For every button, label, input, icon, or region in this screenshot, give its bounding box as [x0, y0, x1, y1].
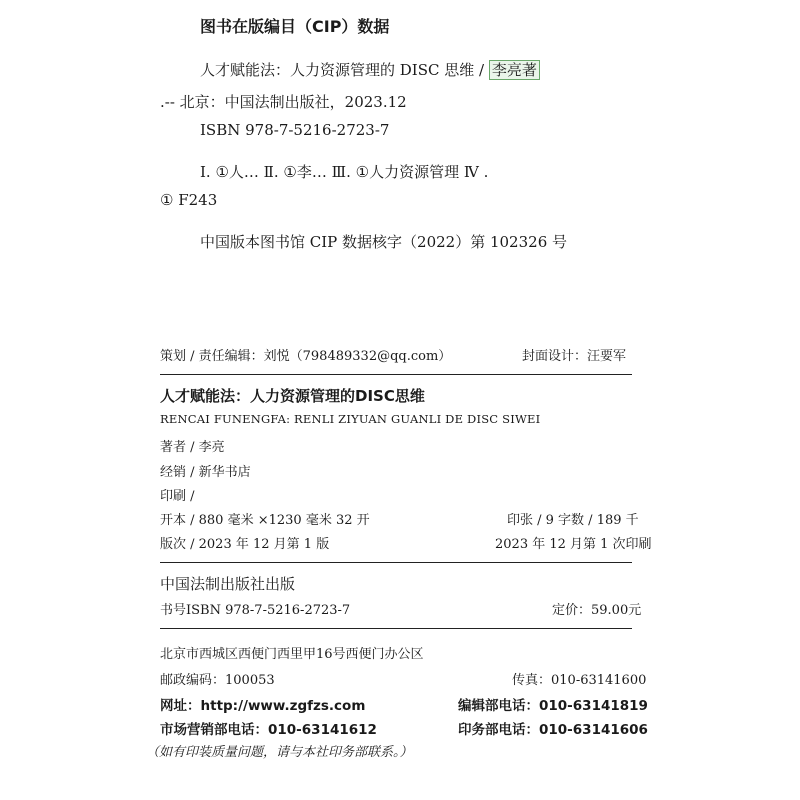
book-printer: 印刷 / — [160, 489, 195, 504]
cip-publisher-line: .-- 北京：中国法制出版社，2023.12 — [160, 93, 407, 111]
book-pinyin-title: RENCAI FUNENGFA: RENLI ZIYUAN GUANLI DE DISC SIWEI — [160, 412, 541, 426]
cip-classification-2: ① F243 — [160, 191, 218, 209]
cip-record-number: 中国版本图书馆 CIP 数据核字（2022）第 102326 号 — [200, 233, 568, 251]
book-price: 定价：59.00元 — [552, 603, 642, 618]
publisher-name: 中国法制出版社出版 — [160, 575, 296, 593]
editor-credit: 策划 / 责任编辑：刘悦（798489332@qq.com） — [160, 349, 452, 364]
cip-author: 李亮著 — [489, 60, 540, 80]
publisher-fax: 传真：010-63141600 — [512, 673, 647, 688]
marketing-phone: 市场营销部电话：010-63141612 — [160, 722, 377, 738]
cip-title-line — [200, 59, 540, 80]
publisher-website: 网址：http://www.zgfzs.com — [160, 698, 366, 714]
cip-heading: 图书在版编目（CIP）数据 — [200, 17, 390, 36]
book-edition: 版次 / 2023 年 12 月第 1 版 — [160, 537, 330, 552]
cip-classification-1: Ⅰ. ①人… Ⅱ. ①李… Ⅲ. ①人力资源管理 Ⅳ . — [200, 163, 489, 181]
editorial-phone: 编辑部电话：010-63141819 — [458, 698, 648, 714]
quality-note: （如有印装质量问题，请与本社印务部联系。） — [146, 745, 413, 760]
book-format: 开本 / 880 毫米 ×1230 毫米 32 开 — [160, 513, 370, 528]
book-printing: 2023 年 12 月第 1 次印刷 — [495, 537, 652, 552]
book-distributor: 经销 / 新华书店 — [160, 465, 251, 480]
divider-1 — [160, 374, 632, 375]
book-title: 人才赋能法：人力资源管理的DISC思维 — [160, 387, 425, 405]
divider-2 — [160, 562, 632, 563]
cip-book-title: 人才赋能法：人力资源管理的 DISC 思维 / — [200, 61, 489, 79]
book-number: 书号ISBN 978-7-5216-2723-7 — [160, 603, 351, 618]
publisher-address: 北京市西城区西便门西里甲16号西便门办公区 — [160, 647, 424, 662]
publisher-postcode: 邮政编码：100053 — [160, 673, 275, 688]
cip-isbn: ISBN 978-7-5216-2723-7 — [200, 121, 390, 139]
divider-3 — [160, 628, 632, 629]
book-sheets-wordcount: 印张 / 9 字数 / 189 千 — [507, 513, 639, 528]
printing-dept-phone: 印务部电话：010-63141606 — [458, 722, 648, 738]
book-author: 著者 / 李亮 — [160, 440, 225, 455]
cover-credit: 封面设计：汪要军 — [522, 349, 627, 364]
